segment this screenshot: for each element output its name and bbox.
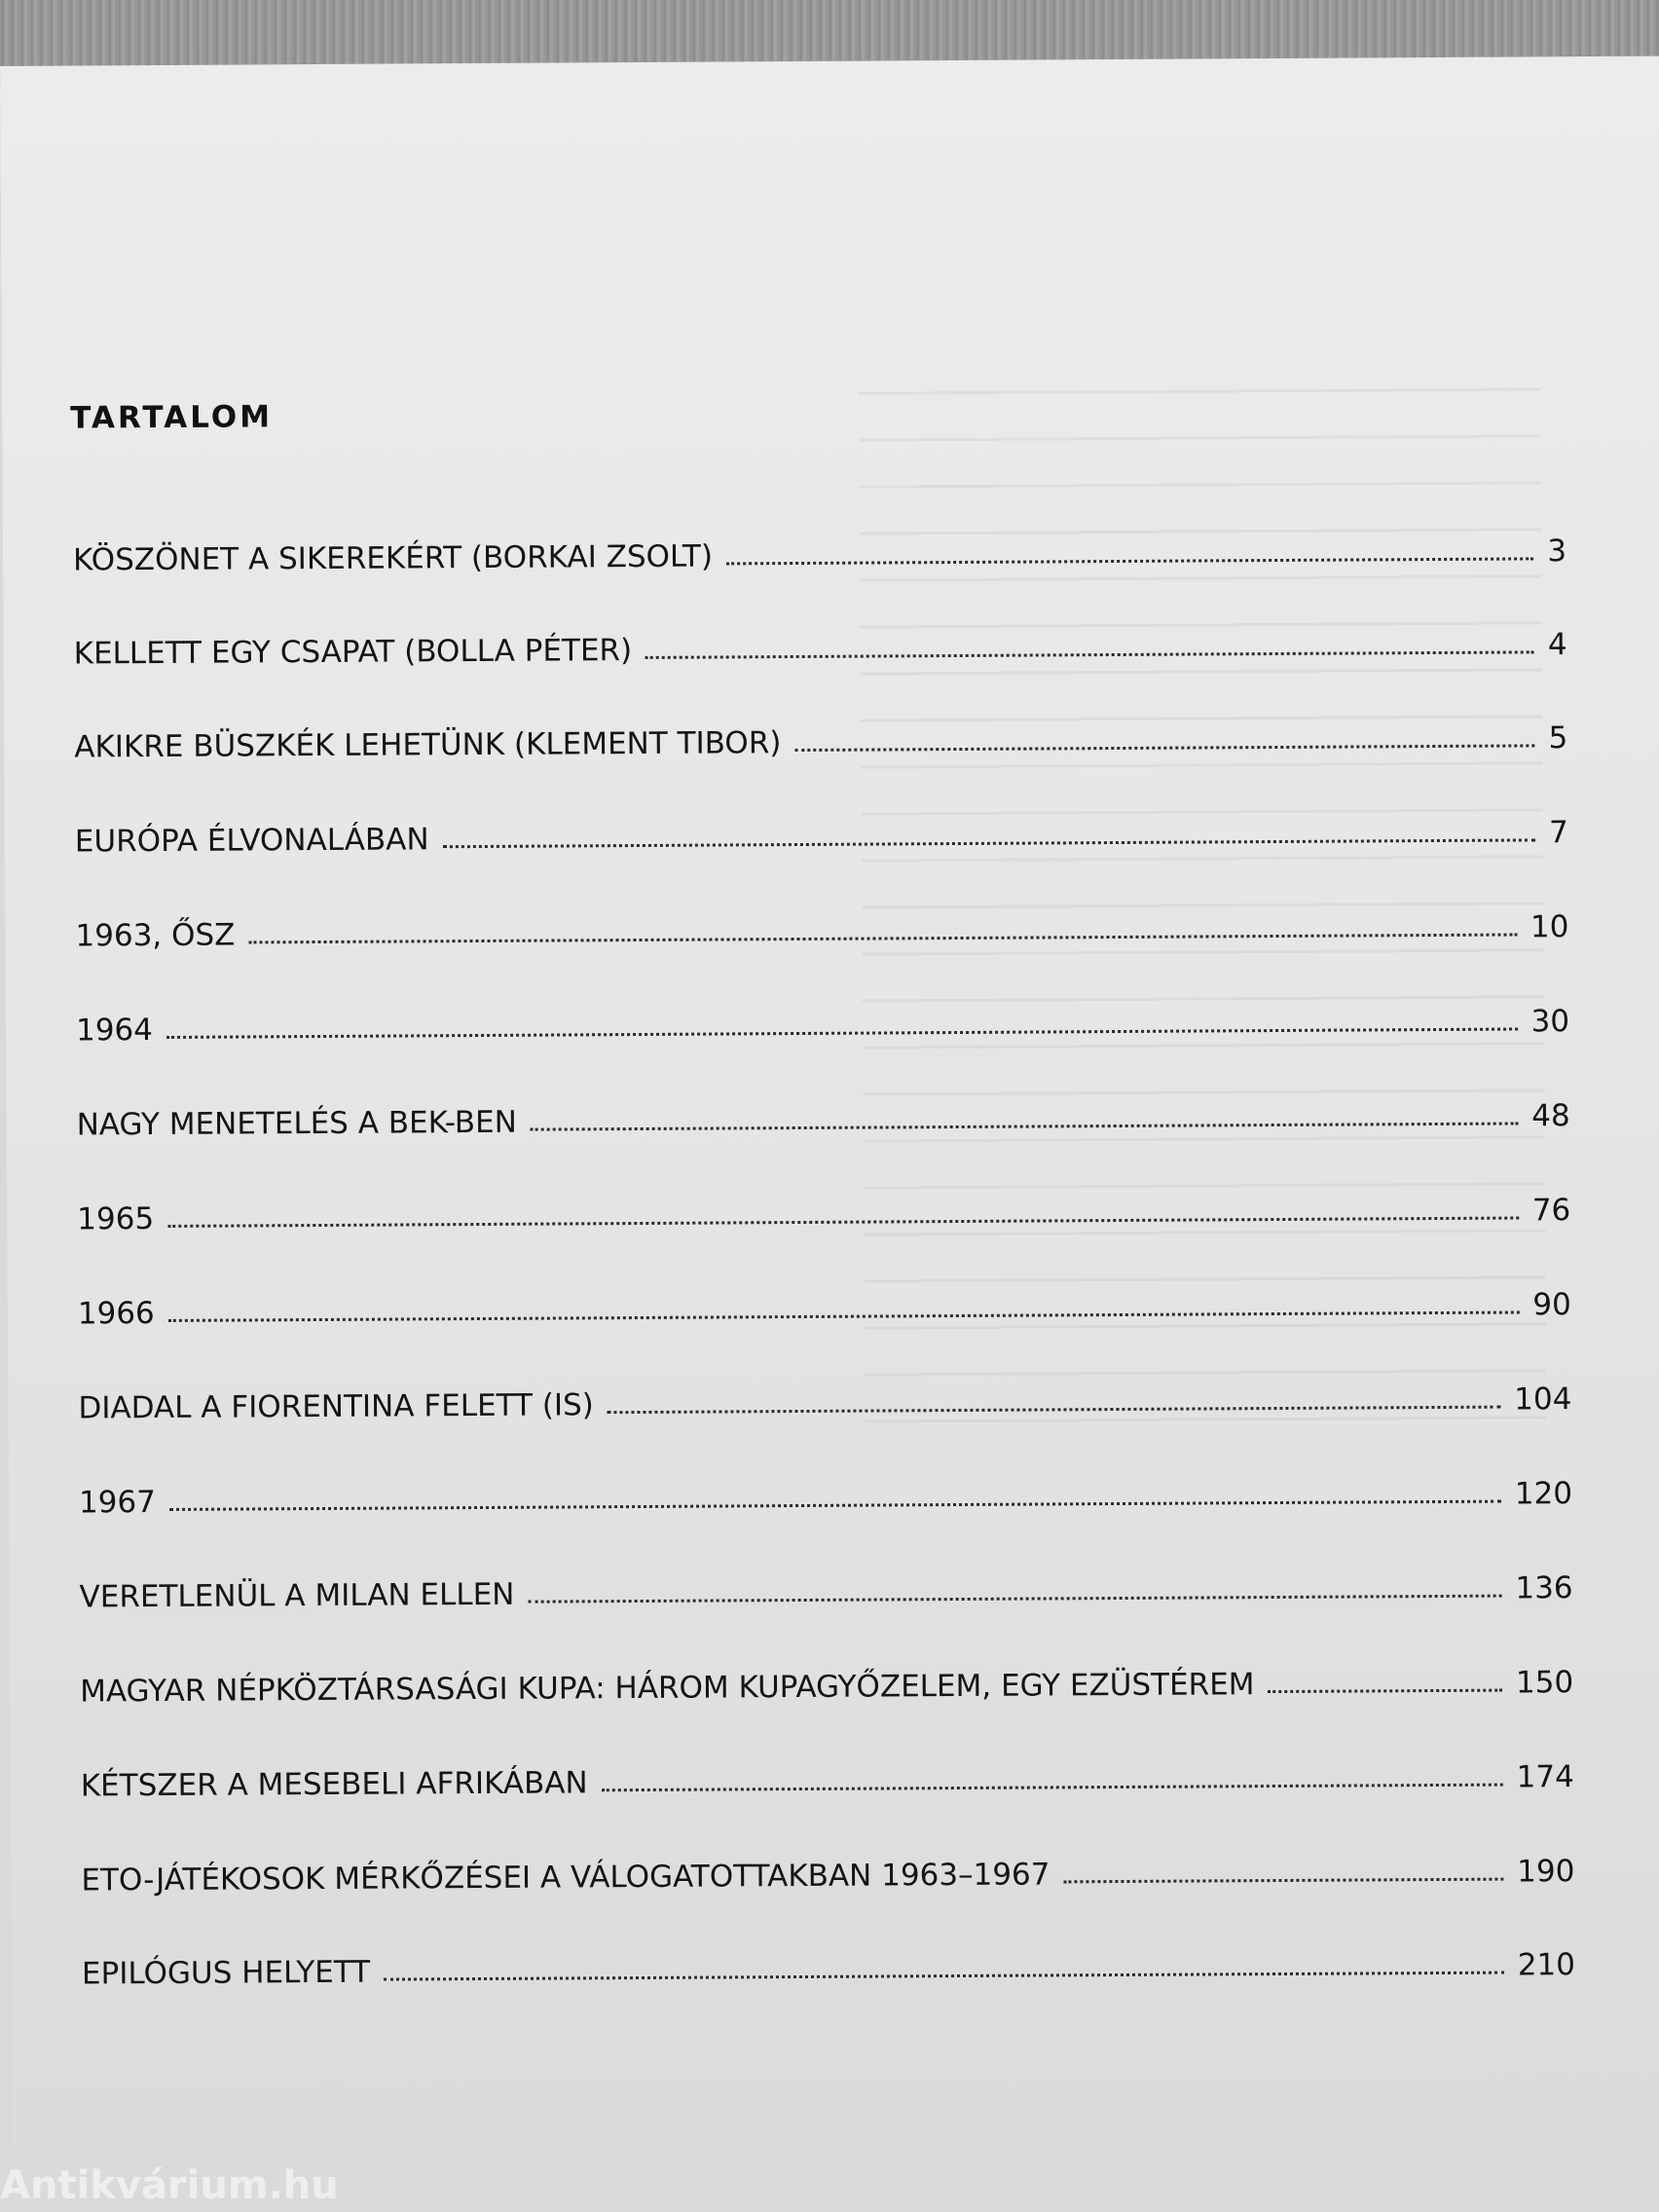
toc-entry-page: 48 xyxy=(1531,1098,1570,1134)
dot-leader xyxy=(528,1595,1501,1604)
toc-entry-label: KÖSZÖNET A SIKEREKÉRT (BORKAI ZSOLT) xyxy=(72,538,714,578)
toc-entry xyxy=(81,1748,1574,1803)
toc-entry xyxy=(76,992,1569,1048)
toc-entry-page: 3 xyxy=(1547,534,1567,570)
book-page xyxy=(0,56,1659,2212)
dot-leader xyxy=(726,557,1533,565)
toc-entry-label: KELLETT EGY CSAPAT (BOLLA PÉTER) xyxy=(73,633,633,672)
dot-leader xyxy=(602,1784,1503,1792)
toc-entry-page: 7 xyxy=(1548,815,1568,851)
toc-entry-label: NAGY MENETELÉS A BEK-BEN xyxy=(76,1104,518,1143)
dot-leader xyxy=(168,1310,1520,1321)
toc-entry-page: 210 xyxy=(1517,1947,1576,1983)
toc-entry-label: ETO-JÁTÉKOSOK MÉRKŐZÉSEI A VÁLOGATOTTAKBAN 1963–1967 xyxy=(81,1857,1051,1899)
dot-leader xyxy=(166,1027,1518,1038)
toc-entry-page: 90 xyxy=(1532,1287,1571,1323)
dot-leader xyxy=(443,838,1535,848)
toc-entry xyxy=(74,615,1567,671)
toc-entry xyxy=(78,1370,1571,1425)
toc-entry-label: EPILÓGUS HELYETT xyxy=(81,1954,371,1992)
toc-entry xyxy=(75,803,1568,859)
toc-entry-label: MAGYAR NÉPKÖZTÁRSASÁGI KUPA: HÁROM KUPAGYŐZELEM, EGY EZÜSTÉREM xyxy=(80,1667,1255,1710)
toc-entry-page: 104 xyxy=(1514,1382,1572,1418)
toc-entry xyxy=(81,1842,1574,1898)
dot-leader xyxy=(794,744,1534,752)
dot-leader xyxy=(1063,1878,1503,1884)
toc-entry-page: 136 xyxy=(1515,1570,1573,1606)
toc-entry-page: 5 xyxy=(1548,720,1568,756)
toc-entry-page: 174 xyxy=(1516,1759,1574,1795)
toc-entry xyxy=(74,709,1567,764)
toc-entry xyxy=(75,898,1568,953)
toc-entry-page: 150 xyxy=(1515,1665,1574,1701)
toc-entry-label: VERETLENÜL A MILAN ELLEN xyxy=(79,1576,515,1615)
toc-entry xyxy=(79,1559,1572,1614)
dot-leader xyxy=(167,1216,1519,1227)
toc-entry-label: 1965 xyxy=(77,1201,155,1237)
watermark: Antikvárium.hu xyxy=(0,2163,339,2208)
dot-leader xyxy=(645,650,1534,659)
toc-entry-label: DIADAL A FIORENTINA FELETT (IS) xyxy=(78,1387,594,1426)
toc-entry-page: 76 xyxy=(1531,1193,1571,1229)
dot-leader xyxy=(248,933,1517,943)
toc-entry-page: 30 xyxy=(1530,1004,1570,1040)
toc-entry xyxy=(82,1936,1575,1991)
toc-entry-label: 1964 xyxy=(75,1013,154,1049)
dot-leader xyxy=(608,1406,1500,1415)
toc-entry-page: 4 xyxy=(1547,627,1567,663)
dot-leader xyxy=(384,1972,1504,1981)
toc-entry-label: KÉTSZER A MESEBELI AFRIKÁBAN xyxy=(80,1765,588,1804)
toc-entry-label: AKIKRE BÜSZKÉK LEHETÜNK (KLEMENT TIBOR) xyxy=(74,725,782,765)
dot-leader xyxy=(531,1122,1518,1130)
toc-entry xyxy=(80,1653,1573,1709)
toc-entry-page: 190 xyxy=(1517,1854,1575,1890)
toc-entry-page: 10 xyxy=(1530,909,1569,945)
toc-entry xyxy=(73,522,1567,577)
toc-entry xyxy=(77,1181,1570,1236)
dot-leader xyxy=(169,1500,1501,1511)
dot-leader xyxy=(1269,1689,1503,1693)
toc-entry xyxy=(76,1087,1569,1142)
toc-entry xyxy=(79,1464,1572,1520)
toc-entry-label: EURÓPA ÉLVONALÁBAN xyxy=(74,822,429,860)
toc-entry-label: 1966 xyxy=(77,1296,155,1332)
toc-entry-page: 120 xyxy=(1514,1476,1573,1512)
toc-entry-label: 1963, ŐSZ xyxy=(75,917,236,954)
toc-entry xyxy=(78,1275,1571,1331)
toc-entry-label: 1967 xyxy=(78,1485,157,1521)
toc-title: TARTALOM xyxy=(70,399,274,436)
